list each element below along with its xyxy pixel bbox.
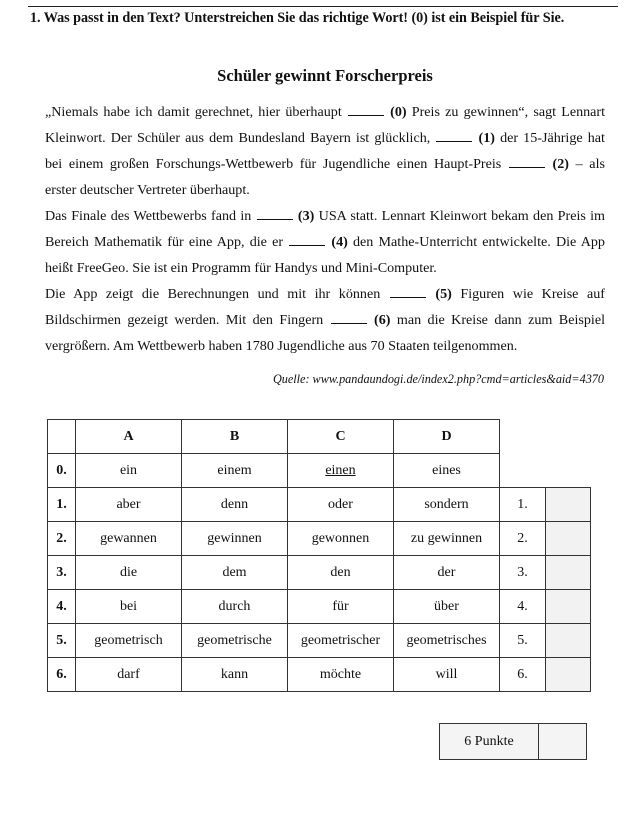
option-cell[interactable]: geometrische [182,624,288,658]
option-cell[interactable]: gewinnen [182,522,288,556]
column-header-b: B [182,420,288,454]
option-cell[interactable]: die [76,556,182,590]
gap-number-2: (2) [552,156,569,172]
option-cell[interactable]: darf [76,658,182,692]
gap-number-4: (4) [331,234,348,250]
option-cell[interactable]: dem [182,556,288,590]
option-cell[interactable]: oder [288,488,394,522]
option-cell[interactable]: bei [76,590,182,624]
article-title: Schüler gewinnt Forscherpreis [217,66,433,85]
column-header-d: D [394,420,500,454]
option-cell[interactable]: sondern [394,488,500,522]
answer-label: 6. [500,658,546,692]
options-table [47,419,591,692]
option-cell[interactable]: ein [76,454,182,488]
option-cell[interactable]: will [394,658,500,692]
option-cell[interactable]: den [288,556,394,590]
option-cell[interactable]: gewannen [76,522,182,556]
gap-blank-5[interactable] [390,285,426,298]
option-cell[interactable]: zu gewinnen [394,522,500,556]
option-cell[interactable]: über [394,590,500,624]
gap-number-3: (3) [297,208,315,224]
gap-number-6: (6) [374,312,391,328]
row-number: 5. [48,624,76,658]
answer-box[interactable] [546,488,591,522]
table-row [48,488,591,522]
row-number: 3. [48,556,76,590]
paragraph-1: „Niemals habe ich damit gerechnet, hier überhaupt (0) Preis zu gewinnen“, sagt Lennart Kleinwort. Der Schüler aus dem Bundesland Bayern ist glücklich, (1) der 15-Jährige hat bei einem großen Forschungs-Wettbewerb für Jugendliche einen Haupt-Preis (2) – als erster deutscher Vertreter überhaupt. [45,104,606,198]
answer-label: 4. [500,590,546,624]
answer-box[interactable] [546,658,591,692]
points-score-box[interactable] [539,724,587,760]
option-cell[interactable]: möchte [288,658,394,692]
gap-number-0: (0) [390,104,407,120]
gap-blank-0[interactable] [348,103,384,116]
answer-box[interactable] [546,590,591,624]
table-row [48,522,591,556]
answer-box[interactable] [546,624,591,658]
answer-box[interactable] [546,522,591,556]
option-cell[interactable]: einem [182,454,288,488]
gap-number-5: (5) [435,286,452,302]
option-cell[interactable]: denn [182,488,288,522]
table-row [48,590,591,624]
paragraph-2: Das Finale des Wettbewerbs fand in (3) USA statt. Lennart Kleinwort bekam den Preis im Bereich Mathematik für eine App, die er (4) den Mathe-Unterricht entwickelte. Die App heißt FreeGeo. Sie ist ein Programm für Handys und Mini-Computer. [45,208,606,276]
article-body [45,99,605,359]
answer-label: 3. [500,556,546,590]
points-label: 6 Punkte [440,724,539,760]
top-rule [28,6,618,7]
option-cell[interactable]: geometrisches [394,624,500,658]
source-citation: Quelle: www.pandaundogi.de/index2.php?cmd=articles&aid=4370 [272,372,604,386]
answer-box[interactable] [546,556,591,590]
gap-blank-4[interactable] [289,233,325,246]
column-header-a: A [76,420,182,454]
row-number: 0. [48,454,76,488]
option-cell[interactable]: kann [182,658,288,692]
answer-label: 5. [500,624,546,658]
answer-label: 1. [500,488,546,522]
option-cell[interactable]: geometrischer [288,624,394,658]
option-cell[interactable]: durch [182,590,288,624]
option-cell[interactable]: geometrisch [76,624,182,658]
gap-blank-2[interactable] [509,155,545,168]
task-heading: 1. Was passt in den Text? Unterstreichen Sie das richtige Wort! (0) ist ein Beispiel für Sie. [30,10,565,26]
column-header-c: C [288,420,394,454]
gap-blank-1[interactable] [436,129,472,142]
option-cell[interactable]: aber [76,488,182,522]
answer-label: 2. [500,522,546,556]
row-number: 4. [48,590,76,624]
table-row [48,556,591,590]
option-cell-underlined-example[interactable] [288,454,394,488]
row-number: 1. [48,488,76,522]
header-corner [48,420,76,454]
table-header-row [48,420,591,454]
row-number: 2. [48,522,76,556]
table-row [48,624,591,658]
option-cell[interactable]: eines [394,454,500,488]
option-cell[interactable]: der [394,556,500,590]
points-box [439,723,587,760]
gap-blank-6[interactable] [331,311,367,324]
table-row [48,658,591,692]
example-answer: einen [325,462,356,478]
option-cell[interactable]: für [288,590,394,624]
paragraph-3: Die App zeigt die Berechnungen und mit ihr können (5) Figuren wie Kreise auf Bildschirmen gezeigt werden. Mit den Fingern (6) man die Kreise dann zum Beispiel vergrößern. Am Wettbewerb haben 1780 Jugendliche aus 70 Staaten teilgenommen. [45,286,605,354]
option-cell[interactable]: gewonnen [288,522,394,556]
table-row [48,454,591,488]
gap-blank-3[interactable] [257,207,293,220]
row-number: 6. [48,658,76,692]
gap-number-1: (1) [478,130,495,146]
